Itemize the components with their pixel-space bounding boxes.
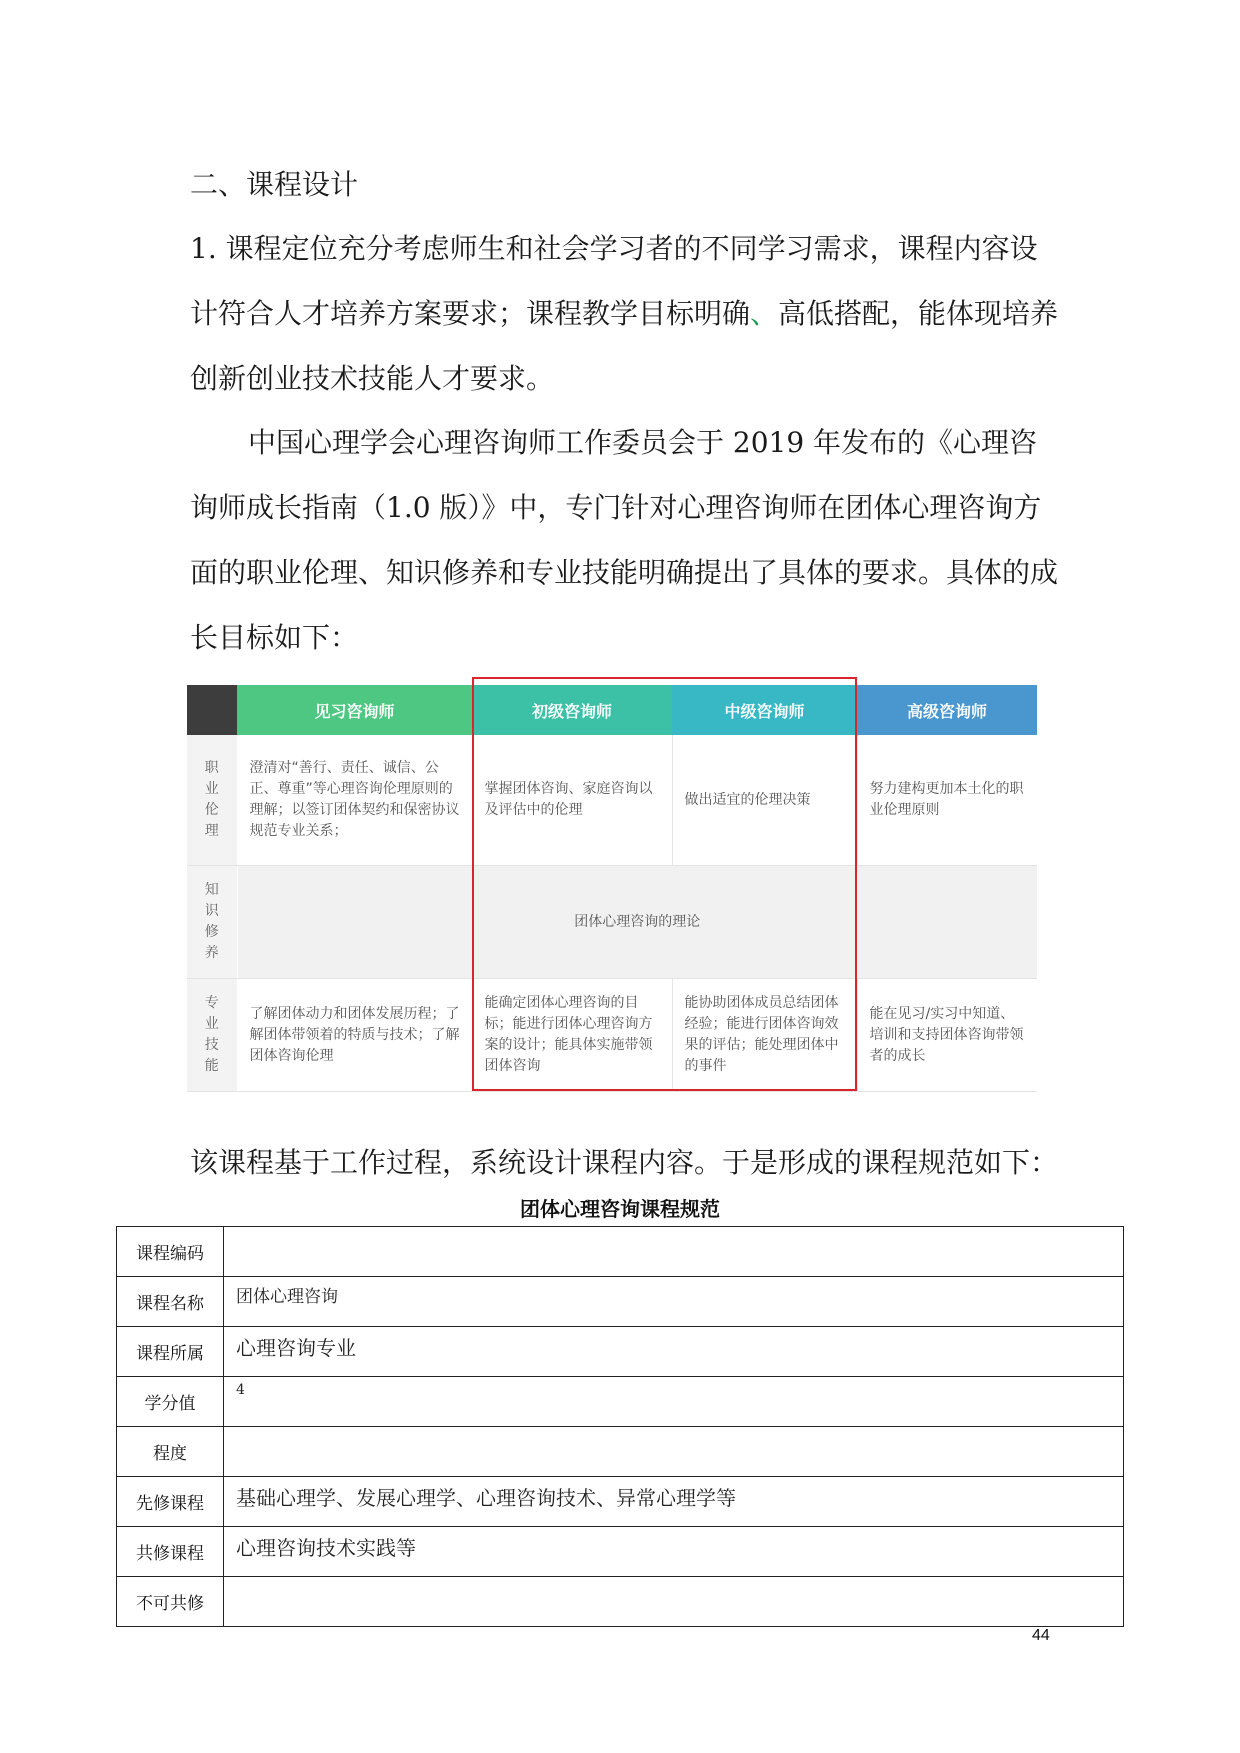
spec-label: 课程所属 (117, 1327, 224, 1377)
spec-value (224, 1427, 1124, 1477)
figure-header-intermediate: 中级咨询师 (672, 685, 857, 735)
figure-header-corner (187, 685, 237, 735)
spec-row (117, 1527, 1124, 1577)
figure-header-junior: 初级咨询师 (472, 685, 672, 735)
spec-value: 4 (224, 1377, 1124, 1427)
spec-row (117, 1377, 1124, 1427)
paragraph1-separator: 、 (750, 297, 779, 330)
paragraph-course-spec-intro: 该课程基于工作过程，系统设计课程内容。于是形成的课程规范如下： (190, 1146, 1059, 1179)
spec-row (117, 1427, 1124, 1477)
figure-cell: 能协助团体成员总结团体经验；能进行团体咨询效果的评估；能处理团体中的事件 (672, 979, 857, 1092)
figure-cell: 掌握团体咨询、家庭咨询以及评估中的伦理 (472, 735, 672, 866)
figure-cell: 了解团体动力和团体发展历程；了解团体带领着的特质与技术；了解团体咨询伦理 (237, 979, 472, 1092)
growth-goals-figure (187, 685, 1037, 1087)
figure-cell: 澄清对“善行、责任、诚信、公正、尊重”等心理咨询伦理原则的理解；以签订团体契约和保密协议规范专业关系； (237, 735, 472, 866)
spec-label: 先修课程 (117, 1477, 224, 1527)
section-heading: 二、课程设计 (190, 168, 359, 201)
spec-table-title: 团体心理咨询课程规范 (520, 1197, 720, 1221)
spec-value (224, 1227, 1124, 1277)
figure-cell: 能在见习/实习中知道、培训和支持团体咨询带领者的成长 (857, 979, 1037, 1092)
spec-row (117, 1477, 1124, 1527)
figure-cell: 努力建构更加本土化的职业伦理原则 (857, 735, 1037, 866)
spec-label: 课程名称 (117, 1277, 224, 1327)
figure-header-senior: 高级咨询师 (857, 685, 1037, 735)
spec-value: 心理咨询专业 (224, 1327, 1124, 1377)
spec-value: 基础心理学、发展心理学、心理咨询技术、异常心理学等 (224, 1477, 1124, 1527)
figure-row-label: 职业伦理 (187, 735, 237, 866)
growth-goals-table (187, 685, 1037, 1092)
figure-cell: 能确定团体心理咨询的目标；能进行团体心理咨询方案的设计；能具体实施带领团体咨询 (472, 979, 672, 1092)
figure-header-row (187, 685, 1037, 735)
paragraph1-part2: 高低搭配，能体现培养创新创业技术技能人才要求。 (190, 297, 1059, 395)
spec-label: 学分值 (117, 1377, 224, 1427)
figure-row-label: 知识修养 (187, 866, 237, 979)
paragraph1-part1: 1. 课程定位充分考虑师生和社会学习者的不同学习需求，课程内容设计符合人才培养方案要求；课程教学目标明确 (190, 232, 1038, 330)
spec-label: 程度 (117, 1427, 224, 1477)
spec-row (117, 1277, 1124, 1327)
spec-value: 团体心理咨询 (224, 1277, 1124, 1327)
spec-row (117, 1327, 1124, 1377)
spec-value: 心理咨询技术实践等 (224, 1527, 1124, 1577)
figure-row-label: 专业技能 (187, 979, 237, 1092)
figure-cell: 做出适宜的伦理决策 (672, 735, 857, 866)
page-number: 44 (1032, 1627, 1050, 1644)
paragraph-course-positioning (190, 216, 1060, 411)
figure-row-ethics (187, 735, 1037, 866)
spec-label: 课程编码 (117, 1227, 224, 1277)
figure-row-skills (187, 979, 1037, 1092)
figure-header-trainee: 见习咨询师 (237, 685, 472, 735)
spec-label: 共修课程 (117, 1527, 224, 1577)
course-spec-table (116, 1226, 1124, 1627)
spec-row (117, 1227, 1124, 1277)
figure-row-knowledge (187, 866, 1037, 979)
spec-label: 不可共修 (117, 1577, 224, 1627)
spec-value (224, 1577, 1124, 1627)
paragraph-guideline: 中国心理学会心理咨询师工作委员会于 2019 年发布的《心理咨询师成长指南（1.0 版）》中，专门针对心理咨询师在团体心理咨询方面的职业伦理、知识修养和专业技能明确提出了具体的要求。具体的成长目标如下： (190, 426, 1059, 654)
figure-merged-cell: 团体心理咨询的理论 (237, 866, 1037, 979)
spec-row (117, 1577, 1124, 1627)
